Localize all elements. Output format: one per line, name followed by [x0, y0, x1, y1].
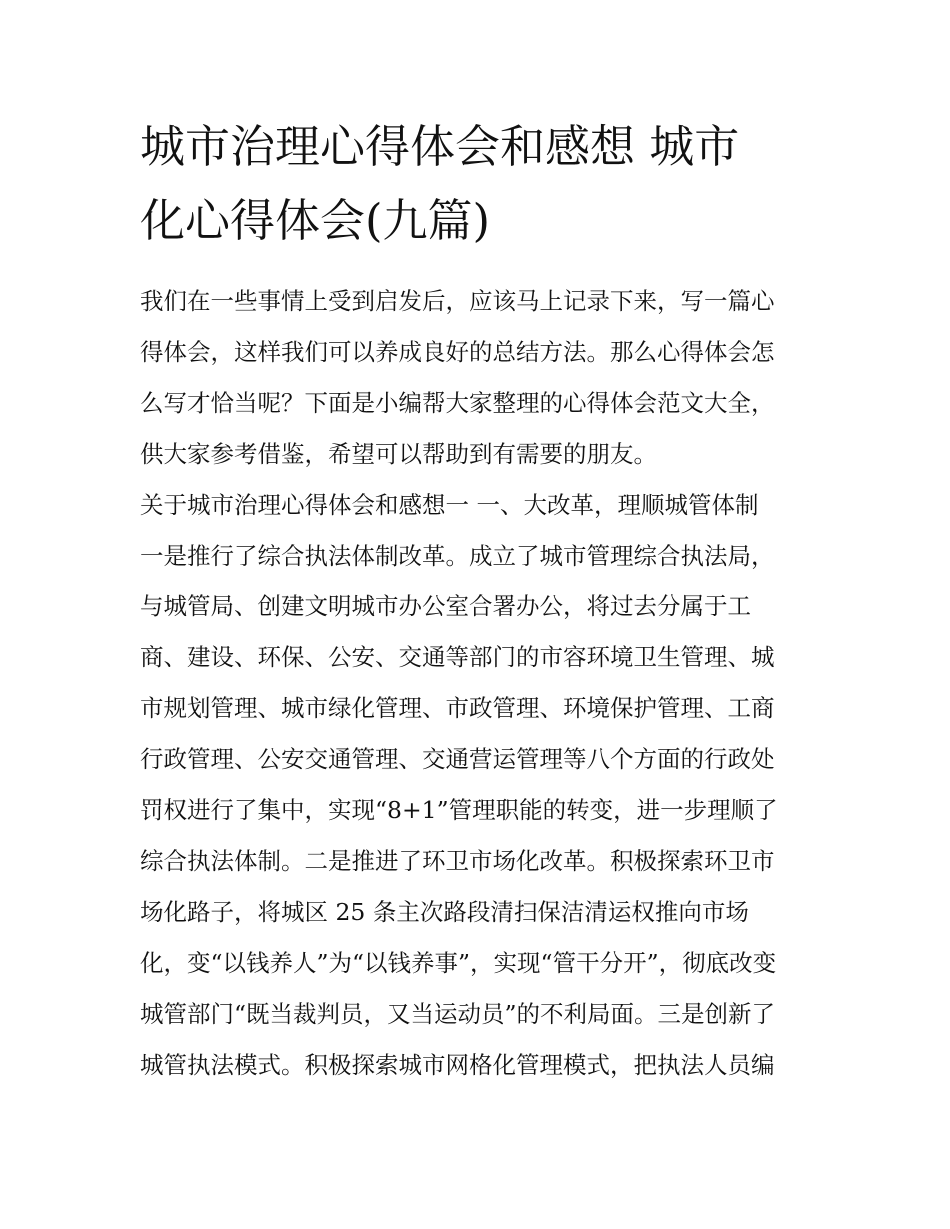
body-line: 我们在一些事情上受到启发后，应该马上记录下来，写一篇心	[140, 287, 775, 315]
document-body	[140, 276, 830, 1091]
body-line: 罚权进行了集中，实现“8+1”管理职能的转变，进一步理顺了	[140, 796, 778, 825]
body-line: 城管执法模式。积极探索城市网格化管理模式，把执法人员编	[140, 1050, 775, 1079]
body-line: 供大家参考借鉴，希望可以帮助到有需要的朋友。	[140, 439, 657, 468]
title-line: 化心得体会(九篇)	[140, 194, 491, 247]
body-line: 一是推行了综合执法体制改革。成立了城市管理综合执法局，	[140, 541, 775, 570]
title-line: 城市治理心得体会和感想 城市	[140, 120, 740, 173]
body-line: 行政管理、公安交通管理、交通营运管理等八个方面的行政处	[140, 745, 775, 774]
body-line: 商、建设、环保、公安、交通等部门的市容环境卫生管理、城	[140, 643, 775, 672]
body-line: 市规划管理、城市绿化管理、市政管理、环境保护管理、工商	[140, 694, 775, 723]
document-title	[140, 110, 820, 258]
body-line: 综合执法体制。二是推进了环卫市场化改革。积极探索环卫市	[140, 846, 775, 875]
body-line: 么写才恰当呢？下面是小编帮大家整理的心得体会范文大全，	[140, 388, 775, 417]
body-line: 化，变“以钱养人”为“以钱养事”，实现“管干分开”，彻底改变	[140, 948, 777, 977]
body-line: 关于城市治理心得体会和感想一 一、大改革，理顺城管体制	[140, 490, 759, 519]
body-line: 得体会，这样我们可以养成良好的总结方法。那么心得体会怎	[140, 337, 775, 366]
body-line: 场化路子，将城区 25 条主次路段清扫保洁清运权推向市场	[140, 897, 749, 926]
body-line: 城管部门“既当裁判员，又当运动员”的不利局面。三是创新了	[140, 999, 776, 1028]
body-line: 与城管局、创建文明城市办公室合署办公，将过去分属于工	[140, 592, 751, 621]
